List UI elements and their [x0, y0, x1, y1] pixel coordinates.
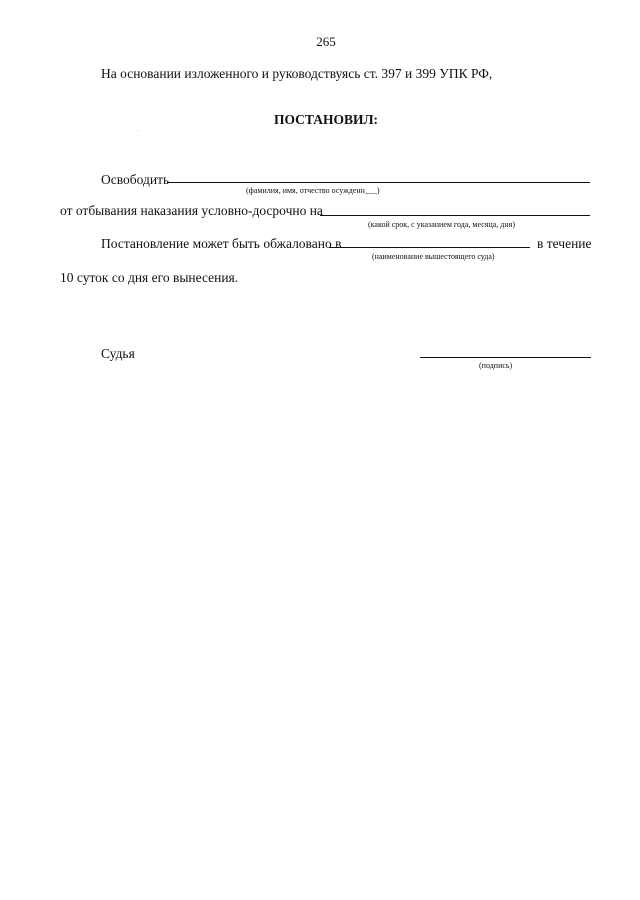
page-number: 265 — [316, 34, 336, 49]
parole-caption: (какой срок, с указанием года, месяца, дня) — [368, 220, 515, 229]
release-name-field[interactable] — [167, 182, 590, 183]
release-caption: (фамилия, имя, отчество осужденн___) — [246, 186, 380, 195]
preamble-text: На основании изложенного и руководствуясь ст. 397 и 399 УПК РФ, — [101, 66, 493, 81]
appeal-court-field[interactable] — [329, 247, 530, 248]
release-label: Освободить — [101, 172, 170, 187]
appeal-suffix: в течение — [537, 236, 592, 251]
appeal-label: Постановление может быть обжаловано в — [101, 236, 342, 251]
scan-speck: · — [137, 128, 139, 134]
signature-caption: (подпись) — [479, 361, 513, 370]
decision-heading: ПОСТАНОВИЛ: — [273, 112, 379, 127]
signature-field[interactable] — [420, 357, 591, 358]
parole-term-field[interactable] — [320, 215, 590, 216]
parole-label: от отбывания наказания условно-досрочно на — [60, 203, 323, 218]
appeal-continuation: 10 суток со дня его вынесения. — [60, 270, 239, 285]
judge-label: Судья — [101, 346, 135, 361]
appeal-caption: (наименование вышестоящего суда) — [372, 252, 495, 261]
